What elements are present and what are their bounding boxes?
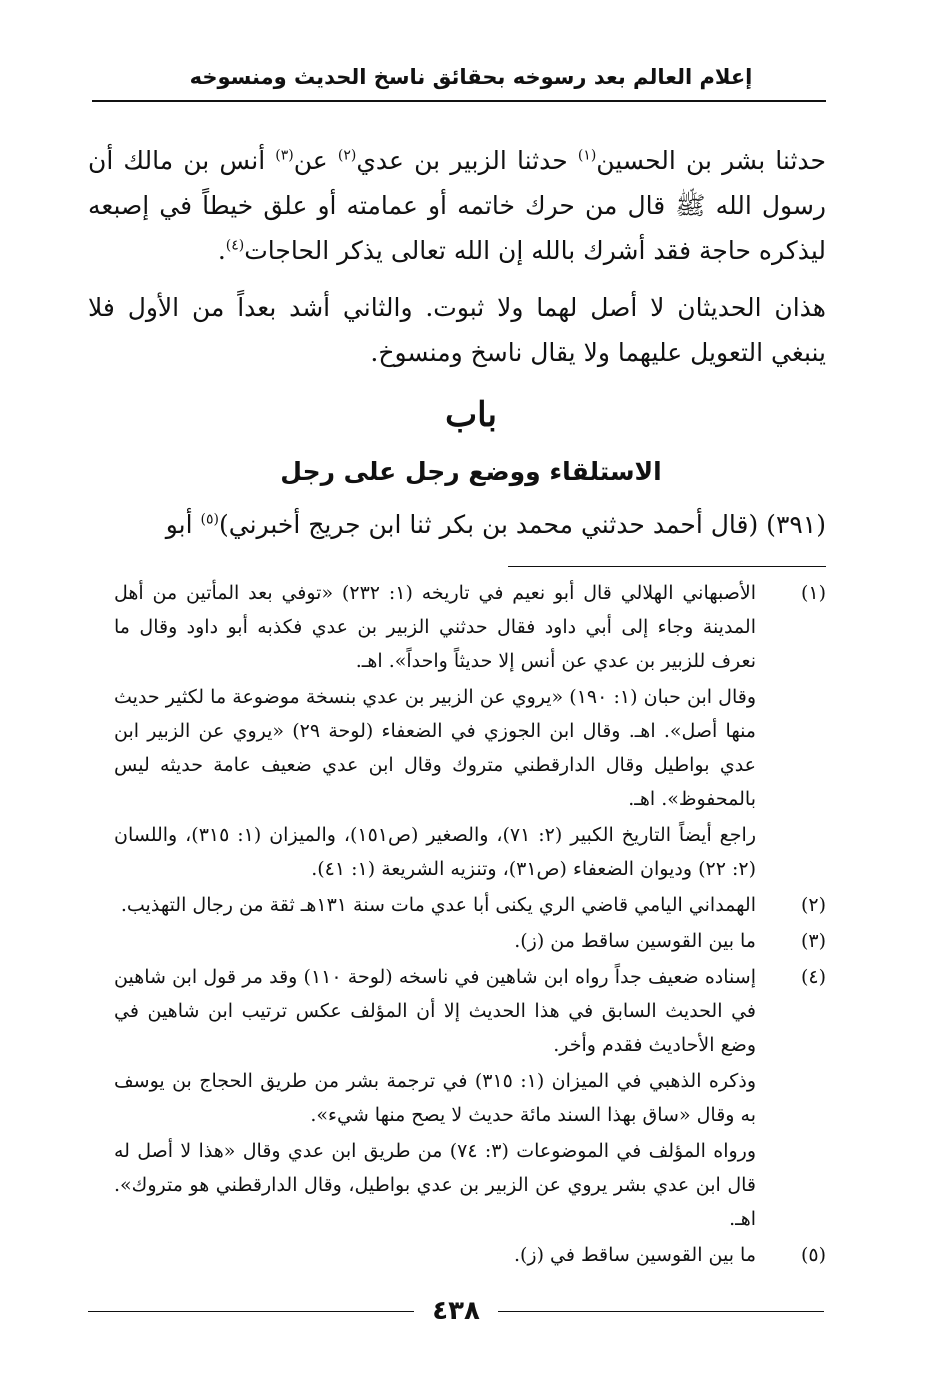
footer-rule-left: [88, 1311, 414, 1312]
section-title: الاستلقاء ووضع رجل على رجل: [280, 457, 662, 486]
footnote-number: (٥): [800, 1244, 826, 1266]
footnote-4: [114, 960, 826, 1238]
footnote-paragraph: الأصبهاني الهلالي قال أبو نعيم في تاريخه (١: ٢٣٢) «توفي بعد المأتين من أهل المدينة وجاء إلى أبي داود فقال حدثني الزبير بن عدي فكذبه أبو داود وقال ما نعرف للزبير بن عدي عن أنس إلا حديثاً واحداً». اهـ.: [114, 582, 756, 672]
footnote-body: [114, 1238, 756, 1274]
footnote-number: (٤): [800, 966, 826, 988]
footnote-ref-3: (٣): [275, 147, 294, 164]
page-footer: [88, 1294, 824, 1328]
footnote-paragraph: إسناده ضعيف جداً رواه ابن شاهين في ناسخه (لوحة ١١٠) وقد مر قول ابن شاهين في الحديث السابق في هذا الحديث إلا أن المؤلف عكس ترتيب ابن شاهين في وضع الأحاديث فقدم وأخر.: [114, 966, 756, 1056]
footnote-paragraph: الهمداني اليامي قاضي الري يكنى أبا عدي مات سنة ١٣١هـ ثقة من رجال التهذيب.: [120, 894, 756, 916]
footnote-body: [114, 888, 756, 924]
footnote-paragraph: ما بين القوسين ساقط من (ز).: [514, 930, 756, 952]
footnote-divider: [508, 566, 826, 567]
hadith-opening-line: [88, 503, 826, 547]
footnote-ref-2: (٢): [337, 147, 357, 164]
footnote-number: (٢): [800, 894, 826, 916]
footnote-ref-5: (٥): [200, 511, 219, 528]
footnote-paragraph: راجع أيضاً التاريخ الكبير (٢: ٧١)، والصغير (ص١٥١)، والميزان (١: ٣١٥)، واللسان (٢: ٢٢) وديوان الضعفاء (ص٣١)، وتنزيه الشريعة (١: ٤١).: [114, 824, 756, 880]
footer-rule-right: [498, 1311, 824, 1312]
text-segment: عن: [293, 146, 338, 175]
page-number: ٤٣٨: [432, 1296, 480, 1326]
footnote-paragraph: ما بين القوسين ساقط في (ز).: [513, 1244, 756, 1266]
text-segment: حدثنا الزبير بن عدي: [356, 146, 578, 175]
text-segment: حدثنا بشر بن الحسين: [596, 146, 826, 175]
text-segment: (٣٩١) (قال أحمد حدثني محمد بن بكر ثنا ابن جريج أخبرني): [219, 510, 826, 539]
paragraph-hadith-text: [88, 138, 826, 273]
footnote-body: [114, 576, 756, 888]
paragraph-commentary: هذان الحديثان لا أصل لهما ولا ثبوت. والثاني أشد بعداً من الأول فلا ينبغي التعويل عليهما ولا يقال ناسخ ومنسوخ.: [88, 293, 826, 367]
footnote-paragraph: وقال ابن حبان (١: ١٩٠) «يروي عن الزبير بن عدي بنسخة موضوعة ما لكثير حديث منها أصل». اهـ. وقال ابن الجوزي في الضعفاء (لوحة ٢٩) «يروي عن الزبير ابن عدي بواطيل وقال الدارقطني متروك وقال ابن عدي ضعيف عامة حديثه ليس بالمحفوظ». اهـ.: [114, 686, 756, 810]
footnote-2: [114, 888, 826, 924]
footnote-body: [114, 924, 756, 960]
header-divider: [92, 100, 826, 102]
footnote-number: (٣): [800, 930, 826, 952]
footnote-ref-4: (٤): [225, 237, 245, 254]
running-header-title: إعلام العالم بعد رسوخه بحقائق ناسخ الحديث ومنسوخه: [189, 65, 753, 89]
text-segment: أنس بن مالك أن رسول الله ﷺ قال من حرك خاتمه أو عمامته أو علق خيطاً في إصبعه ليذكره حاجة فقد أشرك بالله إن الله تعالى يذكر الحاجات: [88, 146, 826, 265]
footnote-paragraph: وذكره الذهبي في الميزان (١: ٣١٥) في ترجمة بشر من طريق الحجاج بن يوسف به وقال «ساق بهذا السند مائة حديث لا يصح منها شيء».: [114, 1070, 756, 1126]
main-text: [88, 138, 826, 387]
footnote-number: (١): [800, 582, 826, 604]
chapter-heading: باب: [445, 395, 497, 435]
text-segment: أبو: [165, 510, 201, 539]
footnote-5: [114, 1238, 826, 1274]
footnote-paragraph: ورواه المؤلف في الموضوعات (٣: ٧٤) من طريق ابن عدي وقال «هذا لا أصل له قال ابن عدي بشر يروي عن الزبير بن عدي بواطيل، وقال الدارقطني هو متروك». اهـ.: [114, 1140, 756, 1230]
footnote-body: [114, 960, 756, 1238]
footnote-3: [114, 924, 826, 960]
footnote-1: [114, 576, 826, 888]
footnote-ref-1: (١): [577, 147, 597, 164]
text-segment: .: [217, 236, 226, 265]
footnotes: [114, 576, 826, 1274]
